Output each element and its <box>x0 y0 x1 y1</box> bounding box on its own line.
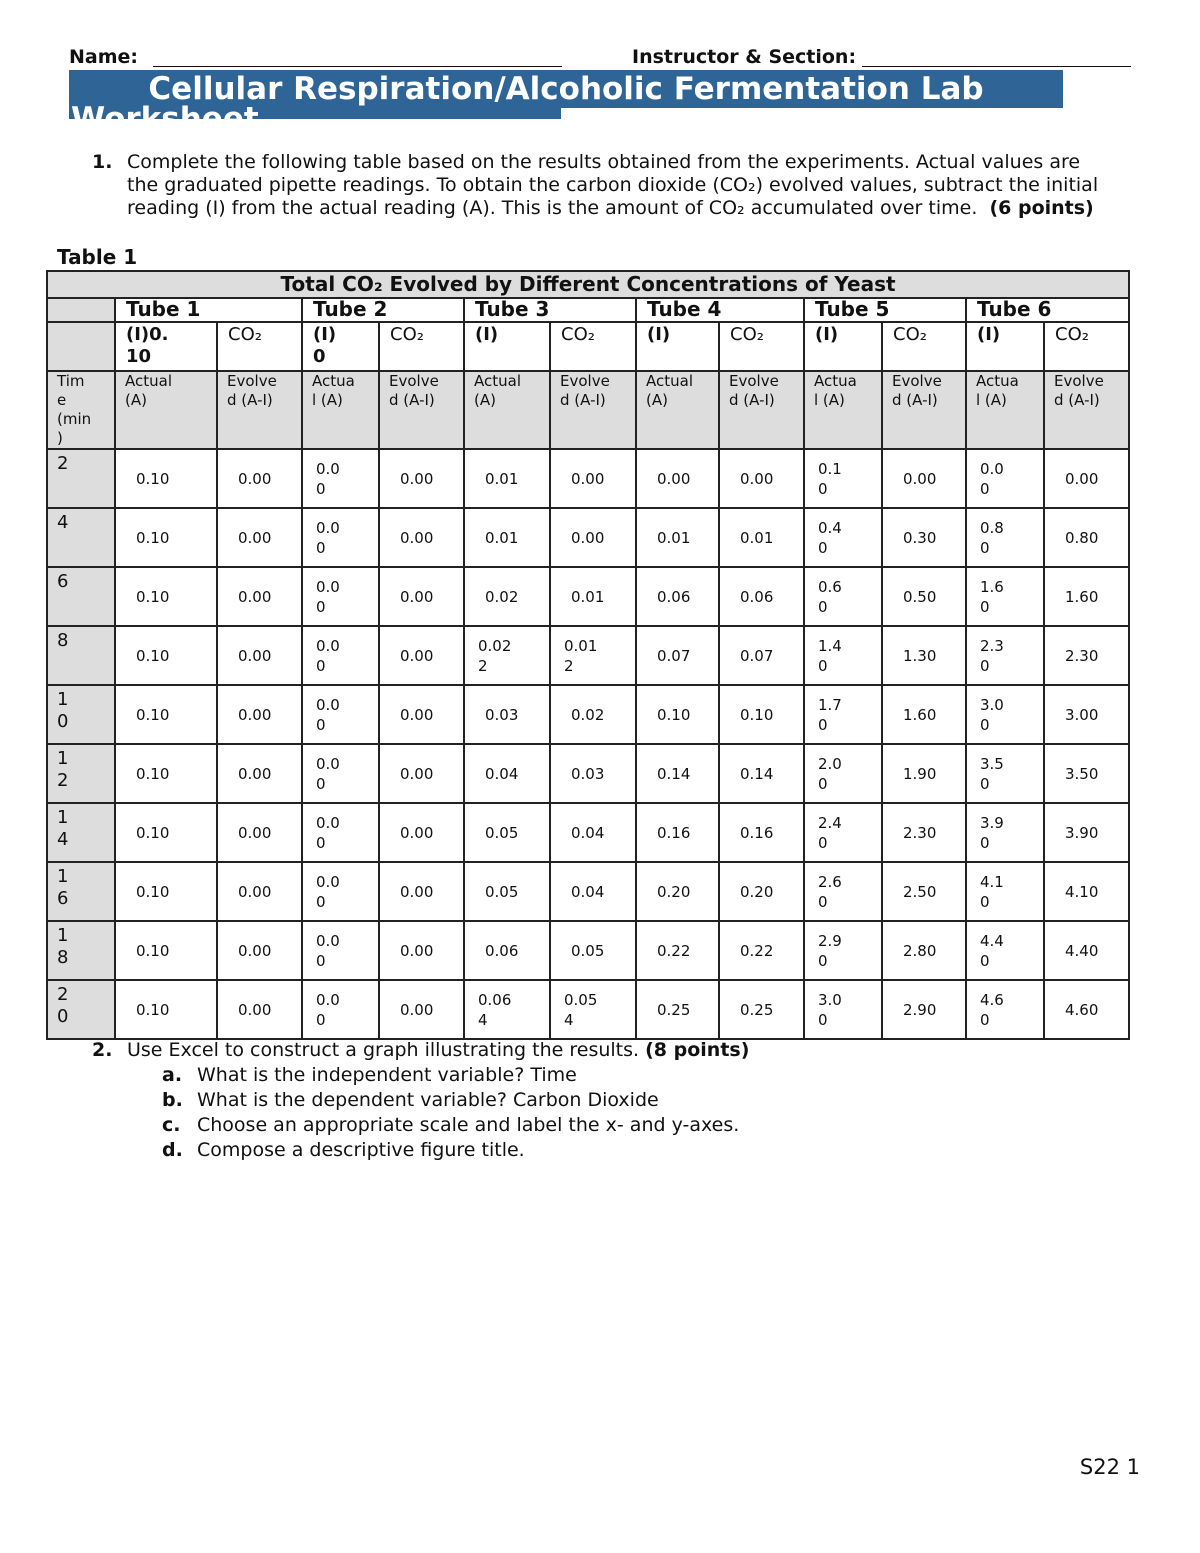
table-cell: 0.00 <box>379 921 464 980</box>
tube-5-initial: (I) <box>804 322 882 371</box>
table-row <box>47 744 1129 803</box>
tube-2-header: Tube 2 <box>302 298 464 322</box>
table-cell: 0.8 0 <box>966 508 1044 567</box>
table-cell: 1.90 <box>882 744 966 803</box>
tube-2-co2-label: CO₂ <box>379 322 464 371</box>
table-cell: 0.00 <box>217 685 302 744</box>
table-cell: 0.10 <box>636 685 719 744</box>
table-cell: 0.0 0 <box>302 980 379 1039</box>
question-2-item <box>162 1088 659 1113</box>
corner-cell <box>47 298 115 322</box>
table-cell: 0.22 <box>719 921 804 980</box>
tube-2-initial: (I) 0 <box>302 322 379 371</box>
table-cell: 2.3 0 <box>966 626 1044 685</box>
table-cell: 1.6 0 <box>966 567 1044 626</box>
table-cell: 0.06 4 <box>464 980 550 1039</box>
table-cell: 0.06 <box>464 921 550 980</box>
table-cell: 0.10 <box>719 685 804 744</box>
tube-1-evolved-label: Evolve d (A-I) <box>217 371 302 449</box>
time-cell: 4 <box>47 508 115 567</box>
tube-6-initial: (I) <box>966 322 1044 371</box>
tube-2-actual-label: Actua l (A) <box>302 371 379 449</box>
table-cell: 0.0 0 <box>302 803 379 862</box>
table-cell: 0.05 <box>550 921 636 980</box>
question-2-item <box>162 1113 739 1138</box>
table-cell: 0.01 <box>719 508 804 567</box>
table-cell: 0.00 <box>550 449 636 508</box>
table-cell: 0.20 <box>636 862 719 921</box>
table-cell: 0.10 <box>115 862 217 921</box>
table-row <box>47 980 1129 1039</box>
tube-header-row <box>47 298 1129 322</box>
title-banner-overflow <box>69 101 561 137</box>
table-cell: 4.4 0 <box>966 921 1044 980</box>
table-cell: 0.10 <box>115 980 217 1039</box>
table-cell: 3.5 0 <box>966 744 1044 803</box>
table-cell: 0.02 2 <box>464 626 550 685</box>
tube-6-header: Tube 6 <box>966 298 1129 322</box>
table-cell: 3.00 <box>1044 685 1129 744</box>
time-column-label: Tim e (min ) <box>47 371 115 449</box>
time-cell: 1 4 <box>47 803 115 862</box>
question-2-header <box>92 1038 749 1063</box>
table-cell: 0.16 <box>719 803 804 862</box>
table-cell: 0.25 <box>719 980 804 1039</box>
table-cell: 0.50 <box>882 567 966 626</box>
table-cell: 0.14 <box>636 744 719 803</box>
table-cell: 0.0 0 <box>302 567 379 626</box>
tube-5-co2-label: CO₂ <box>882 322 966 371</box>
table-cell: 0.10 <box>115 508 217 567</box>
table-cell: 0.0 0 <box>302 449 379 508</box>
table-cell: 0.0 0 <box>302 685 379 744</box>
table-cell: 0.00 <box>882 449 966 508</box>
table-cell: 0.0 0 <box>302 508 379 567</box>
question-1-line3-wrap <box>127 197 1094 220</box>
time-cell: 1 0 <box>47 685 115 744</box>
question-2-item-text: Compose a descriptive figure title. <box>197 1139 525 1161</box>
instructor-label: Instructor & Section: <box>632 46 857 68</box>
table-cell: 0.00 <box>217 980 302 1039</box>
instructor-line <box>862 66 1131 67</box>
table-cell: 0.1 0 <box>804 449 882 508</box>
question-2-item-letter: a. <box>162 1064 183 1086</box>
table-cell: 0.00 <box>217 567 302 626</box>
table-cell: 0.00 <box>217 921 302 980</box>
page-title-line2: Worksheet <box>71 101 259 137</box>
table-cell: 0.00 <box>1044 449 1129 508</box>
time-cell: 6 <box>47 567 115 626</box>
table-cell: 0.01 <box>636 508 719 567</box>
table-cell: 4.10 <box>1044 862 1129 921</box>
table-cell: 2.6 0 <box>804 862 882 921</box>
page-title: Cellular Respiration/Alcoholic Fermentation Lab <box>148 71 984 107</box>
table-cell: 0.00 <box>636 449 719 508</box>
table-cell: 0.0 0 <box>302 921 379 980</box>
tube-1-co2-label: CO₂ <box>217 322 302 371</box>
table-cell: 0.00 <box>379 685 464 744</box>
table-cell: 0.25 <box>636 980 719 1039</box>
question-2 <box>92 1038 750 1161</box>
table-cell: 0.04 <box>550 862 636 921</box>
table-row <box>47 862 1129 921</box>
question-2-item-text: What is the independent variable? Time <box>197 1064 577 1086</box>
question-2-item <box>162 1138 525 1163</box>
table-cell: 0.02 <box>550 685 636 744</box>
table-cell: 0.07 <box>719 626 804 685</box>
question-2-number: 2. <box>92 1039 113 1061</box>
time-cell: 8 <box>47 626 115 685</box>
tube-3-evolved-label: Evolve d (A-I) <box>550 371 636 449</box>
name-label: Name: <box>69 46 139 68</box>
table-cell: 0.05 4 <box>550 980 636 1039</box>
table-cell: 0.10 <box>115 685 217 744</box>
table-cell: 0.00 <box>379 803 464 862</box>
table-cell: 1.60 <box>882 685 966 744</box>
table-cell: 0.80 <box>1044 508 1129 567</box>
table-title: Total CO₂ Evolved by Different Concentrations of Yeast <box>47 271 1129 298</box>
table-cell: 0.0 0 <box>966 449 1044 508</box>
table-cell: 0.00 <box>379 626 464 685</box>
table-cell: 4.6 0 <box>966 980 1044 1039</box>
table-cell: 0.03 <box>550 744 636 803</box>
question-2-item <box>162 1063 577 1088</box>
table-cell: 0.10 <box>115 567 217 626</box>
table-cell: 4.60 <box>1044 980 1129 1039</box>
table-cell: 0.0 0 <box>302 862 379 921</box>
question-1-points: (6 points) <box>989 197 1094 219</box>
table-cell: 2.50 <box>882 862 966 921</box>
table-row <box>47 685 1129 744</box>
table-cell: 3.50 <box>1044 744 1129 803</box>
table-cell: 0.00 <box>217 803 302 862</box>
table-cell: 0.0 0 <box>302 626 379 685</box>
table-cell: 0.0 0 <box>302 744 379 803</box>
table-cell: 0.14 <box>719 744 804 803</box>
table-cell: 0.00 <box>379 744 464 803</box>
tube-3-actual-label: Actual (A) <box>464 371 550 449</box>
table-cell: 1.7 0 <box>804 685 882 744</box>
question-1-line2: the graduated pipette readings. To obtain the carbon dioxide (CO₂) evolved values, subtract the initial <box>127 174 1099 196</box>
question-2-item-text: What is the dependent variable? Carbon Dioxide <box>197 1089 659 1111</box>
tube-3-header: Tube 3 <box>464 298 636 322</box>
results-table <box>46 270 1130 1040</box>
tube-4-initial: (I) <box>636 322 719 371</box>
table-cell: 0.00 <box>217 744 302 803</box>
table-cell: 4.40 <box>1044 921 1129 980</box>
table-cell: 0.04 <box>550 803 636 862</box>
table-cell: 0.10 <box>115 449 217 508</box>
tube-3-initial: (I) <box>464 322 550 371</box>
tube-4-actual-label: Actual (A) <box>636 371 719 449</box>
tube-1-actual-label: Actual (A) <box>115 371 217 449</box>
table-cell: 0.00 <box>217 508 302 567</box>
table-cell: 0.05 <box>464 803 550 862</box>
time-cell: 2 0 <box>47 980 115 1039</box>
table-cell: 0.00 <box>719 449 804 508</box>
column-label-row <box>47 371 1129 449</box>
tube-5-evolved-label: Evolve d (A-I) <box>882 371 966 449</box>
table-cell: 0.6 0 <box>804 567 882 626</box>
table-cell: 2.0 0 <box>804 744 882 803</box>
table-cell: 0.01 <box>550 567 636 626</box>
time-cell: 1 2 <box>47 744 115 803</box>
table-cell: 2.30 <box>1044 626 1129 685</box>
table-row <box>47 449 1129 508</box>
table-cell: 1.4 0 <box>804 626 882 685</box>
question-2-text: Use Excel to construct a graph illustrating the results. <box>127 1039 640 1061</box>
table-cell: 0.00 <box>217 449 302 508</box>
table-cell: 0.02 <box>464 567 550 626</box>
table-cell: 3.90 <box>1044 803 1129 862</box>
table-cell: 0.00 <box>379 862 464 921</box>
table-cell: 0.00 <box>379 449 464 508</box>
table-cell: 0.4 0 <box>804 508 882 567</box>
table-cell: 0.20 <box>719 862 804 921</box>
table-cell: 0.03 <box>464 685 550 744</box>
question-2-points: (8 points) <box>645 1039 750 1061</box>
table-cell: 3.0 0 <box>804 980 882 1039</box>
table-cell: 0.10 <box>115 626 217 685</box>
table-cell: 4.1 0 <box>966 862 1044 921</box>
tube-5-header: Tube 5 <box>804 298 966 322</box>
table-cell: 0.01 <box>464 449 550 508</box>
tube-4-co2-label: CO₂ <box>719 322 804 371</box>
table-cell: 2.9 0 <box>804 921 882 980</box>
table-cell: 0.10 <box>115 744 217 803</box>
table-row <box>47 626 1129 685</box>
time-cell: 1 8 <box>47 921 115 980</box>
table-cell: 1.30 <box>882 626 966 685</box>
question-2-item-letter: c. <box>162 1114 181 1136</box>
page-footer: S22 1 <box>1079 1455 1140 1479</box>
table-cell: 2.30 <box>882 803 966 862</box>
table-cell: 0.00 <box>379 980 464 1039</box>
table-label: Table 1 <box>57 245 138 269</box>
table-cell: 1.60 <box>1044 567 1129 626</box>
corner-cell-2 <box>47 322 115 371</box>
question-2-item-text: Choose an appropriate scale and label the x- and y-axes. <box>197 1114 740 1136</box>
table-cell: 2.90 <box>882 980 966 1039</box>
table-cell: 0.04 <box>464 744 550 803</box>
tube-6-actual-label: Actua l (A) <box>966 371 1044 449</box>
question-2-item-letter: d. <box>162 1139 183 1161</box>
table-cell: 0.06 <box>719 567 804 626</box>
table-cell: 0.07 <box>636 626 719 685</box>
table-cell: 0.06 <box>636 567 719 626</box>
time-cell: 2 <box>47 449 115 508</box>
table-row <box>47 508 1129 567</box>
table-cell: 0.00 <box>379 508 464 567</box>
table-row <box>47 921 1129 980</box>
table-cell: 3.0 0 <box>966 685 1044 744</box>
table-cell: 0.30 <box>882 508 966 567</box>
table-cell: 0.10 <box>115 803 217 862</box>
tube-6-co2-label: CO₂ <box>1044 322 1129 371</box>
table-row <box>47 567 1129 626</box>
table-cell: 0.00 <box>550 508 636 567</box>
tube-2-evolved-label: Evolve d (A-I) <box>379 371 464 449</box>
table-cell: 0.00 <box>217 862 302 921</box>
table-cell: 0.05 <box>464 862 550 921</box>
tube-4-header: Tube 4 <box>636 298 804 322</box>
tube-4-evolved-label: Evolve d (A-I) <box>719 371 804 449</box>
time-cell: 1 6 <box>47 862 115 921</box>
table-cell: 0.10 <box>115 921 217 980</box>
tube-6-evolved-label: Evolve d (A-I) <box>1044 371 1129 449</box>
table-cell: 3.9 0 <box>966 803 1044 862</box>
table-cell: 0.01 2 <box>550 626 636 685</box>
table-cell: 0.00 <box>217 626 302 685</box>
name-line <box>153 66 562 67</box>
table-cell: 0.01 <box>464 508 550 567</box>
table-cell: 0.00 <box>379 567 464 626</box>
question-1-number: 1. <box>92 151 113 173</box>
initial-header-row <box>47 322 1129 371</box>
table-row <box>47 803 1129 862</box>
table-cell: 0.16 <box>636 803 719 862</box>
tube-5-actual-label: Actua l (A) <box>804 371 882 449</box>
table-cell: 0.22 <box>636 921 719 980</box>
question-1-line3: reading (I) from the actual reading (A). This is the amount of CO₂ accumulated over time. <box>127 197 978 219</box>
tube-1-header: Tube 1 <box>115 298 302 322</box>
table-cell: 2.80 <box>882 921 966 980</box>
tube-1-initial: (I)0. 10 <box>115 322 217 371</box>
question-2-item-letter: b. <box>162 1089 183 1111</box>
question-1-line1: Complete the following table based on the results obtained from the experiments. Actual values are <box>127 151 1081 173</box>
table-cell: 2.4 0 <box>804 803 882 862</box>
tube-3-co2-label: CO₂ <box>550 322 636 371</box>
